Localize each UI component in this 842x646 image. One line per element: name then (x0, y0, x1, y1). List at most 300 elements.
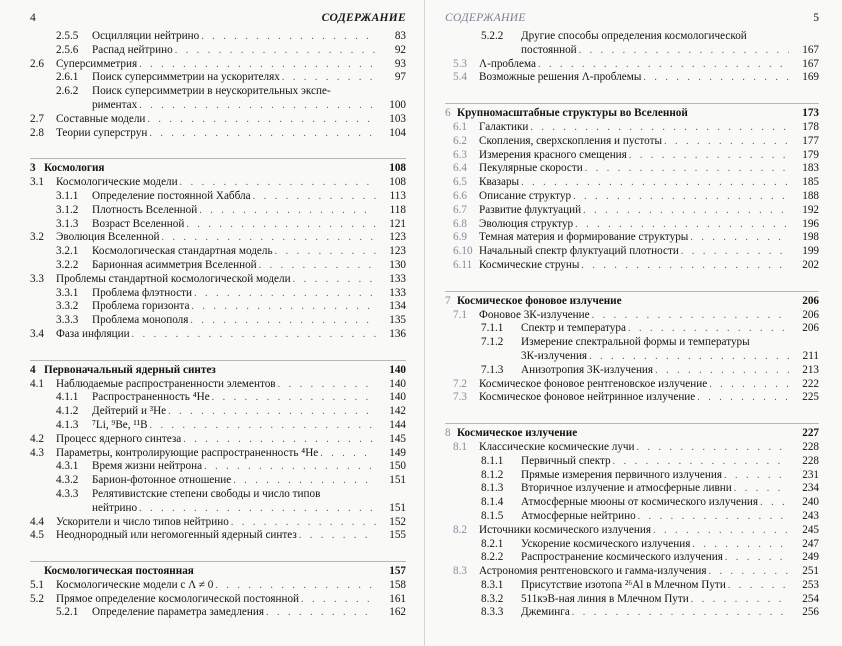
chapter-rule (30, 158, 406, 159)
toc-entry-title: Фоновое 3К-излучение (479, 308, 590, 321)
toc-entry-number: 6.1 (453, 120, 467, 133)
dot-leader (186, 218, 376, 232)
dot-leader (581, 259, 789, 273)
toc-entry-title: Космическое фоновое рентгеновское излучение (479, 377, 708, 390)
toc-entry[interactable] (445, 162, 819, 176)
toc-entry[interactable] (30, 579, 406, 593)
toc-entry-page: 256 (802, 606, 819, 619)
toc-entry-title: 511кэВ-ная линия в Млечном Пути (521, 592, 689, 605)
toc-entry[interactable] (30, 204, 406, 218)
toc-entry-page: 199 (802, 245, 819, 258)
toc-entry-title: Классические космические лучи (479, 440, 635, 453)
dot-leader (266, 606, 376, 620)
dot-leader (147, 113, 376, 127)
dot-leader (180, 176, 376, 190)
toc-entry-title: Процесс ядерного синтеза (56, 432, 182, 445)
dot-leader (320, 447, 376, 461)
toc-entry[interactable] (30, 190, 406, 204)
toc-entry-page: 198 (802, 231, 819, 244)
toc-entry-title: Возможные решения Λ-проблемы (479, 71, 642, 84)
dot-leader (690, 231, 789, 245)
toc-entry[interactable] (30, 231, 406, 245)
dot-leader (589, 350, 789, 364)
toc-entry-title: Определение параметра замедления (92, 606, 265, 619)
toc-entry-title: Плотность Вселенной (92, 203, 198, 216)
toc-entry-page: 113 (389, 189, 406, 202)
toc-entry-number: 3.2 (30, 231, 44, 244)
toc-entry[interactable] (30, 433, 406, 447)
toc-entry[interactable] (445, 551, 819, 565)
dot-leader (628, 322, 789, 336)
toc-entry-title: Суперсимметрия (56, 57, 138, 70)
toc-chapter-entry[interactable] (445, 295, 819, 309)
dot-leader (190, 314, 376, 328)
toc-entry-page: 206 (802, 294, 819, 307)
section-gap (445, 405, 819, 421)
toc-entry-number: 2.6.1 (56, 71, 79, 84)
toc-entry-page: 196 (802, 217, 819, 230)
toc-entry-page: 150 (389, 460, 406, 473)
toc-entry-page: 83 (394, 30, 406, 42)
toc-entry-title: Анизотропия 3К-излучения (521, 363, 654, 376)
toc-entry[interactable] (445, 204, 819, 218)
toc-entry-number: 7.2 (453, 377, 467, 390)
toc-entry-page: 227 (802, 427, 819, 440)
dot-leader (592, 309, 789, 323)
dot-leader (301, 593, 376, 607)
toc-entry-number: 5.2.2 (481, 30, 504, 42)
toc-entry-number: 5.3 (453, 57, 467, 70)
dot-leader (530, 121, 789, 135)
toc-entry-title: Космология (44, 162, 105, 175)
toc-entry-page: 108 (389, 162, 406, 175)
toc-entry-number: 7.1.2 (481, 336, 504, 349)
right-page (425, 0, 842, 646)
toc-entry-page: 130 (389, 258, 406, 271)
toc-entry-title: Космологическая стандартная модель (92, 245, 273, 258)
toc-entry-title: Составные модели (56, 112, 146, 125)
toc-entry-title: Распад нейтрино (92, 43, 173, 56)
section-gap (30, 342, 406, 358)
toc-entry[interactable] (445, 190, 819, 204)
toc-entry-number: 5.2 (30, 592, 44, 605)
toc-entry[interactable] (30, 273, 406, 287)
toc-entry[interactable] (30, 460, 406, 474)
toc-entry-title: Начальный спектр флуктуаций плотности (479, 245, 679, 258)
toc-entry[interactable] (30, 405, 406, 419)
dot-leader (259, 259, 376, 273)
toc-entry-page: 254 (802, 592, 819, 605)
toc-entry-page: 225 (802, 391, 819, 404)
toc-entry[interactable] (445, 455, 819, 469)
right-toc (445, 30, 819, 620)
toc-entry-title: Космическое фоновое нейтринное излучение (479, 391, 696, 404)
dot-leader (132, 328, 376, 342)
toc-entry-number: 6.11 (453, 258, 473, 271)
toc-entry-title: Дейтерий и ³He (92, 405, 167, 418)
toc-entry[interactable] (445, 441, 819, 455)
toc-entry-page: 161 (389, 592, 406, 605)
toc-entry[interactable] (30, 176, 406, 190)
toc-chapter-entry[interactable] (30, 364, 406, 378)
toc-entry-title: Измерения красного смещения (479, 148, 627, 161)
toc-entry-page: 231 (802, 468, 819, 481)
toc-entry-title: Спектр и температура (521, 322, 626, 335)
toc-entry-continuation[interactable] (445, 350, 819, 364)
toc-entry-page: 104 (389, 126, 406, 139)
toc-entry-page: 140 (389, 391, 406, 404)
toc-entry-title: Прямое определение космологической постоянной (56, 592, 300, 605)
toc-entry[interactable] (445, 259, 819, 273)
toc-entry[interactable] (445, 579, 819, 593)
toc-entry-title: Фаза инфляции (56, 327, 130, 340)
toc-entry-page: 158 (389, 578, 406, 591)
dot-leader (282, 71, 376, 85)
toc-entry[interactable] (445, 121, 819, 135)
toc-entry[interactable] (445, 565, 819, 579)
toc-entry[interactable] (445, 510, 819, 524)
dot-leader (572, 606, 789, 620)
dot-leader (162, 231, 376, 245)
toc-entry-title: Эволюция Вселенной (56, 231, 160, 244)
toc-entry-continuation[interactable] (30, 99, 406, 113)
toc-entry[interactable] (30, 58, 406, 72)
toc-entry-number: 8.1.5 (481, 509, 504, 522)
dot-leader (692, 538, 789, 552)
toc-entry-title: Проблема флэтности (92, 286, 192, 299)
toc-entry-page: 97 (394, 71, 406, 84)
toc-entry[interactable] (30, 447, 406, 461)
toc-entry-page: 228 (802, 454, 819, 467)
toc-entry-page: 155 (389, 529, 406, 542)
toc-entry-page: 134 (389, 300, 406, 313)
dot-leader (150, 419, 376, 433)
toc-entry-page: 157 (389, 565, 406, 578)
dot-leader (199, 204, 376, 218)
toc-entry-number: 8.2 (453, 523, 467, 536)
toc-entry-title: Прямые измерения первичного излучения (521, 468, 722, 481)
toc-entry-title: Распространение космического излучения (521, 551, 723, 564)
chapter-rule (445, 291, 819, 292)
dot-leader (212, 391, 376, 405)
toc-entry-number: 5.4 (453, 71, 467, 84)
toc-chapter-entry[interactable] (445, 427, 819, 441)
chapter-rule (445, 423, 819, 424)
toc-entry-title: Космические струны (479, 258, 580, 271)
toc-entry-title: Астрономия рентгеновского и гамма-излучения (479, 565, 707, 578)
toc-entry-title: Теории суперструн (56, 126, 148, 139)
toc-entry[interactable] (30, 218, 406, 232)
toc-entry-title: Релятивистские степени свободы и число типов (92, 487, 321, 500)
toc-entry-number: 3.1 (30, 176, 44, 189)
toc-entry-number: 4.3 (30, 446, 44, 459)
toc-entry-title: Галактики (479, 120, 529, 133)
toc-chapter-entry[interactable] (30, 565, 406, 579)
toc-entry-page: 173 (802, 107, 819, 120)
toc-entry[interactable] (445, 378, 819, 392)
section-gap (30, 543, 406, 559)
toc-entry-number: 8.3.1 (481, 578, 504, 591)
toc-entry-title: Развитие флуктуаций (479, 203, 582, 216)
toc-entry-page: 162 (389, 606, 406, 619)
toc-entry-page: 142 (389, 405, 406, 418)
toc-entry[interactable] (445, 482, 819, 496)
toc-entry-title: Распространенность ⁴He (92, 391, 210, 404)
toc-entry-title: нейтрино (92, 501, 138, 514)
toc-entry-title: Источники космического излучения (479, 523, 651, 536)
toc-entry-page: 169 (802, 71, 819, 84)
toc-entry-number: 3.2.1 (56, 245, 79, 258)
toc-entry-title: Атмосферные мюоны от космического излучения (521, 496, 759, 509)
toc-entry[interactable] (30, 606, 406, 620)
toc-entry-number: 4.2 (30, 432, 44, 445)
toc-entry-title: Ускорители и число типов нейтрино (56, 515, 229, 528)
toc-entry[interactable] (30, 488, 406, 502)
toc-entry[interactable] (30, 474, 406, 488)
toc-entry-page: 245 (802, 523, 819, 536)
toc-entry[interactable] (445, 30, 819, 44)
dot-leader (664, 135, 789, 149)
toc-entry-page: 178 (802, 120, 819, 133)
toc-entry[interactable] (30, 287, 406, 301)
toc-entry-number: 4.1.3 (56, 418, 79, 431)
toc-entry-title: Космическое фоновое излучение (457, 294, 622, 307)
toc-entry-continuation[interactable] (30, 502, 406, 516)
toc-entry-number: 7.1.3 (481, 363, 504, 376)
dot-leader (168, 405, 376, 419)
toc-entry-number: 6 (445, 107, 451, 120)
toc-entry-number: 3 (30, 162, 36, 175)
toc-entry-title: Джеминга (521, 606, 570, 619)
toc-entry-title: Темная материя и формирование структуры (479, 231, 689, 244)
toc-entry-number: 2.6.2 (56, 85, 79, 98)
toc-entry[interactable] (445, 606, 819, 620)
toc-entry[interactable] (30, 300, 406, 314)
toc-entry-page: 145 (389, 432, 406, 445)
toc-entry[interactable] (30, 30, 406, 44)
toc-entry[interactable] (30, 71, 406, 85)
toc-entry[interactable] (445, 309, 819, 323)
toc-entry-number: 2.8 (30, 126, 44, 139)
toc-entry-page: 179 (802, 148, 819, 161)
toc-entry-page: 253 (802, 578, 819, 591)
toc-entry-number: 4.3.1 (56, 460, 79, 473)
toc-entry-number: 3.1.3 (56, 217, 79, 230)
dot-leader (579, 44, 789, 58)
toc-entry-number: 6.9 (453, 231, 467, 244)
toc-entry[interactable] (445, 245, 819, 259)
toc-entry[interactable] (30, 516, 406, 530)
toc-entry-page: 123 (389, 231, 406, 244)
toc-entry[interactable] (30, 44, 406, 58)
toc-entry-number: 8.1.1 (481, 454, 504, 467)
toc-entry-number: 8 (445, 427, 451, 440)
dot-leader (681, 245, 789, 259)
toc-entry[interactable] (30, 419, 406, 433)
toc-entry-number: 6.5 (453, 176, 467, 189)
toc-entry-title: Параметры, контролирующие распространенность ⁴He (56, 446, 319, 459)
toc-entry-page: 100 (389, 98, 406, 111)
toc-entry[interactable] (445, 593, 819, 607)
section-gap (30, 140, 406, 156)
toc-entry-page: 140 (389, 363, 406, 376)
toc-entry-number: 4.4 (30, 515, 44, 528)
toc-entry[interactable] (30, 259, 406, 273)
toc-entry[interactable] (445, 135, 819, 149)
right-running-title: СОДЕРЖАНИЕ (445, 12, 526, 24)
dot-leader (149, 127, 376, 141)
toc-entry[interactable] (445, 538, 819, 552)
toc-entry-number: 8.2.2 (481, 551, 504, 564)
toc-entry-number: 5.1 (30, 578, 44, 591)
toc-entry-number: 8.1.4 (481, 496, 504, 509)
toc-entry-page: 135 (389, 314, 406, 327)
toc-entry-number: 8.1.3 (481, 482, 504, 495)
toc-entry-number: 6.3 (453, 148, 467, 161)
toc-entry[interactable] (445, 524, 819, 538)
toc-entry-number: 4.1.2 (56, 405, 79, 418)
toc-entry-number: 2.7 (30, 112, 44, 125)
toc-entry-title: Космологическая постоянная (44, 565, 194, 578)
toc-entry-number: 3.3.3 (56, 314, 79, 327)
toc-entry-number: 4.5 (30, 529, 44, 542)
toc-entry-page: 188 (802, 189, 819, 202)
dot-leader (194, 287, 376, 301)
toc-entry-title: Крупномасштабные структуры во Вселенной (457, 107, 688, 120)
toc-entry-title: Другие способы определения космологической (521, 30, 747, 42)
dot-leader (709, 378, 789, 392)
toc-entry-page: 185 (802, 176, 819, 189)
toc-entry[interactable] (445, 149, 819, 163)
dot-leader (691, 593, 789, 607)
toc-entry-page: 228 (802, 440, 819, 453)
toc-entry-page: 118 (389, 203, 406, 216)
toc-entry[interactable] (445, 336, 819, 350)
toc-entry[interactable] (445, 71, 819, 85)
toc-entry[interactable] (445, 469, 819, 483)
toc-entry-number: 6.2 (453, 134, 467, 147)
toc-entry[interactable] (30, 85, 406, 99)
toc-entry[interactable] (30, 378, 406, 392)
toc-entry-number: 8.3 (453, 565, 467, 578)
toc-entry-page: 103 (389, 112, 406, 125)
left-running-head (30, 0, 406, 24)
toc-entry-page: 213 (802, 363, 819, 376)
toc-entry-title: Описание структур (479, 189, 572, 202)
toc-entry-title: Поиск суперсимметрии в неускорительных экспе- (92, 85, 331, 98)
dot-leader (697, 391, 789, 405)
toc-entry[interactable] (445, 176, 819, 190)
toc-entry-page: 222 (802, 377, 819, 390)
toc-entry[interactable] (445, 496, 819, 510)
toc-entry-number: 6.4 (453, 162, 467, 175)
toc-entry-page: 183 (802, 162, 819, 175)
toc-entry-title: Время жизни нейтрона (92, 460, 203, 473)
toc-entry-title: Квазары (479, 176, 520, 189)
toc-entry-number: 7 (445, 294, 451, 307)
toc-chapter-entry[interactable] (30, 162, 406, 176)
toc-entry-title: Барион-фотонное отношение (92, 474, 232, 487)
toc-entry[interactable] (30, 328, 406, 342)
toc-entry[interactable] (445, 218, 819, 232)
section-gap (445, 273, 819, 289)
toc-entry-continuation[interactable] (445, 44, 819, 58)
toc-entry-page: 251 (802, 565, 819, 578)
toc-entry-title: Поиск суперсимметрии на ускорителях (92, 71, 280, 84)
toc-chapter-entry[interactable] (445, 107, 819, 121)
dot-leader (728, 579, 789, 593)
toc-entry[interactable] (445, 58, 819, 72)
toc-entry-title: Ускорение космического излучения (521, 537, 691, 550)
dot-leader (215, 579, 376, 593)
toc-entry-title: Космическое излучение (457, 427, 578, 440)
toc-entry-page: 136 (389, 327, 406, 340)
toc-entry-title: постоянной (521, 43, 577, 56)
left-toc (30, 30, 406, 620)
toc-entry-title: Проблема монополя (92, 314, 189, 327)
toc-entry-number: 4 (30, 363, 36, 376)
chapter-rule (445, 103, 819, 104)
dot-leader (653, 524, 789, 538)
toc-entry[interactable] (30, 245, 406, 259)
toc-entry-title: Определение постоянной Хаббла (92, 189, 251, 202)
toc-entry-title: Неоднородный или негомогенный ядерный синтез (56, 529, 297, 542)
toc-entry-number: 6.7 (453, 203, 467, 216)
toc-entry[interactable] (30, 314, 406, 328)
toc-entry-number: 6.6 (453, 189, 467, 202)
toc-entry[interactable] (30, 391, 406, 405)
toc-entry-title: Наблюдаемые распространенности элементов (56, 377, 276, 390)
toc-entry[interactable] (30, 127, 406, 141)
toc-entry[interactable] (445, 322, 819, 336)
dot-leader (724, 469, 789, 483)
dot-leader (275, 245, 376, 259)
toc-entry-number: 3.3.2 (56, 300, 79, 313)
toc-entry-page: 206 (802, 322, 819, 335)
toc-entry-page: 133 (389, 286, 406, 299)
toc-entry[interactable] (445, 364, 819, 378)
toc-entry-title: Пекулярные скорости (479, 162, 583, 175)
right-running-head (445, 0, 819, 24)
toc-entry[interactable] (30, 529, 406, 543)
dot-leader (725, 551, 789, 565)
toc-entry-title: Барионная асимметрия Вселенной (92, 258, 257, 271)
dot-leader (139, 502, 376, 516)
dot-leader (538, 58, 789, 72)
toc-entry-number: 6.8 (453, 217, 467, 230)
left-page-number: 4 (30, 12, 36, 24)
dot-leader (201, 30, 376, 44)
dot-leader (204, 460, 376, 474)
toc-entry[interactable] (445, 231, 819, 245)
left-running-title: СОДЕРЖАНИЕ (321, 12, 406, 24)
dot-leader (175, 44, 376, 58)
toc-entry-number: 4.1 (30, 377, 44, 390)
toc-entry[interactable] (445, 391, 819, 405)
toc-entry-title: Космологические модели с Λ ≠ 0 (56, 578, 214, 591)
toc-entry[interactable] (30, 593, 406, 607)
toc-entry-title: ⁷Li, ⁹Be, ¹¹B (92, 418, 148, 431)
toc-entry-title: Первоначальный ядерный синтез (44, 363, 216, 376)
toc-entry-title: 3К-излучения (521, 349, 588, 362)
toc-entry-number: 5.2.1 (56, 606, 79, 619)
dot-leader (573, 190, 789, 204)
toc-entry[interactable] (30, 113, 406, 127)
toc-entry-page: 123 (389, 245, 406, 258)
toc-entry-number: 7.3 (453, 391, 467, 404)
toc-entry-page: 121 (389, 217, 406, 230)
toc-entry-page: 108 (389, 176, 406, 189)
